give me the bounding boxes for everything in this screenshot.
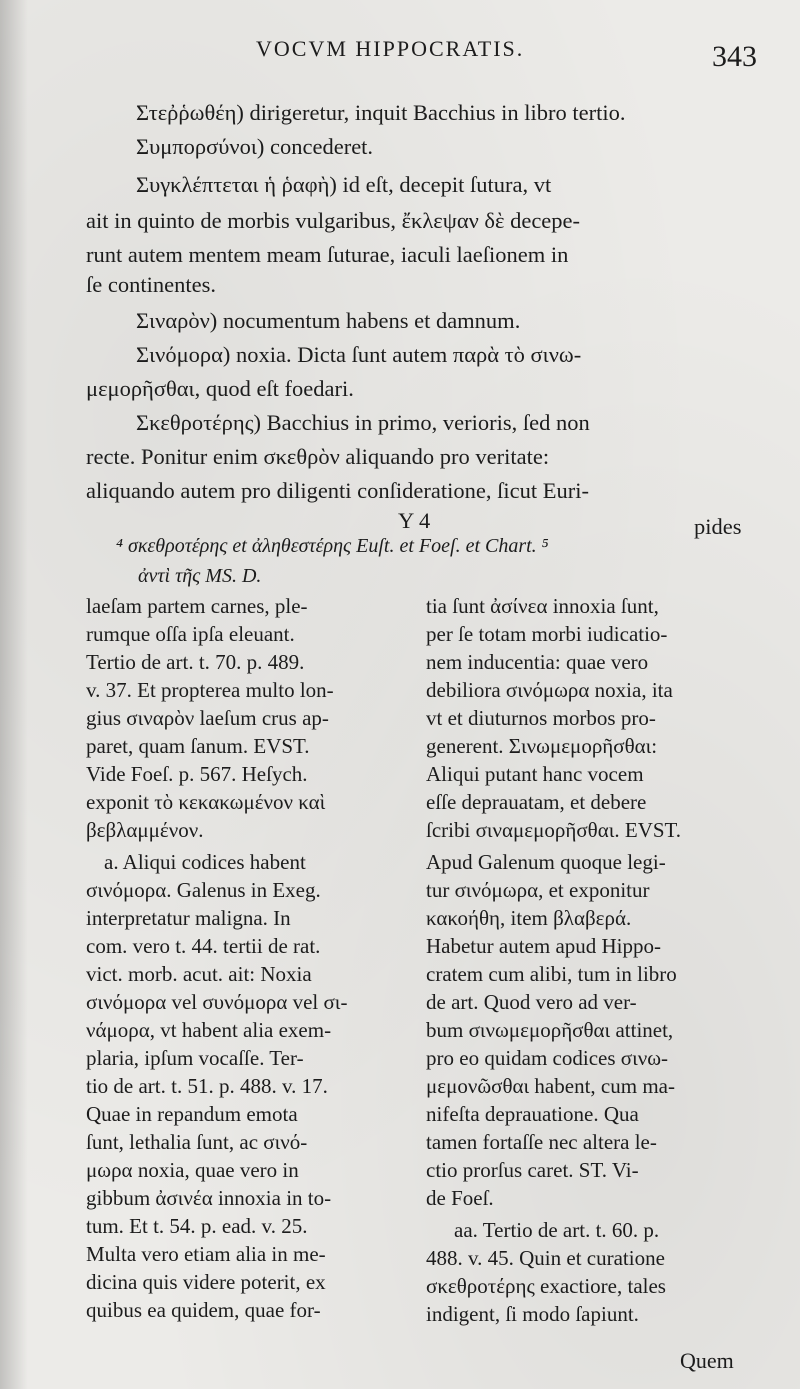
column-line: interpretatur maligna. In [86, 906, 291, 930]
column-line: σινόμορα vel συνόμορα vel σι- [86, 990, 348, 1014]
column-line: ſunt, lethalia ſunt, ac σινό- [86, 1130, 308, 1154]
page-number: 343 [712, 40, 757, 73]
running-head: VOCVM HIPPOCRATIS. [256, 36, 525, 61]
column-line: per ſe totam morbi iudicatio- [426, 622, 668, 646]
column-line: Habetur autem apud Hippo- [426, 934, 662, 958]
column-line: de art. Quod vero ad ver- [426, 990, 637, 1014]
text-line: aliquando autem pro diligenti conſideratione, ſicut Euri- [86, 478, 589, 503]
column-line: Aliqui putant hanc vocem [426, 762, 644, 786]
column-line: vt et diuturnos morbos pro- [426, 706, 656, 730]
column-line: tamen fortaſſe nec altera le- [426, 1130, 657, 1154]
column-line: Quae in repandum emota [86, 1102, 298, 1126]
column-line: plaria, ipſum vocaſſe. Ter- [86, 1046, 304, 1070]
text-line: Σινόμορα) noxia. Dicta ſunt autem παρὰ τὸ σινω- [136, 342, 582, 367]
column-line: ſcribi σιναμεμορῆσθαι. EVST. [426, 818, 682, 842]
column-line: Tertio de art. t. 70. p. 489. [86, 650, 305, 674]
column-line: de Foeſ. [426, 1186, 494, 1210]
text-line: μεμορῆσθαι, quod eſt foedari. [86, 376, 354, 401]
column-line: μωρα noxia, quae vero in [86, 1158, 299, 1182]
column-line: eſſe deprauatam, et debere [426, 790, 647, 814]
column-line: κακοήθη, item βλαβερά. [426, 906, 632, 930]
text-line: runt autem mentem meam ſuturae, iaculi laeſionem in [86, 242, 569, 267]
footnote-line: ἀντὶ τῆς MS. D. [138, 565, 262, 587]
column-line: laeſam partem carnes, ple- [86, 594, 308, 618]
page-gutter-shadow [0, 0, 28, 1389]
column-line: generent. Σινωμεμορῆσθαι: [426, 734, 658, 758]
column-line: indigent, ſi modo ſapiunt. [426, 1302, 639, 1326]
column-line: βεβλαμμένον. [86, 818, 204, 842]
column-line: rumque oſſa ipſa eleuant. [86, 622, 295, 646]
column-line: σκεθροτέρης exactiore, tales [426, 1274, 666, 1298]
column-line: Vide Foeſ. p. 567. Heſych. [86, 762, 308, 786]
column-line: cratem cum alibi, tum in libro [426, 962, 677, 986]
column-line: gius σιναρὸν laeſum crus ap- [86, 706, 329, 730]
text-line: Στεῤῥωθέη) dirigeretur, inquit Bacchius in libro tertio. [136, 100, 626, 125]
column-line: tio de art. t. 51. p. 488. v. 17. [86, 1074, 328, 1098]
text-line: ſe continentes. [86, 272, 216, 297]
text-line: Συμπορσύνοι) concederet. [136, 134, 374, 159]
column-line: gibbum ἀσινέα innoxia in to- [86, 1186, 332, 1210]
text-line: ait in quinto de morbis vulgaribus, ἔκλεψαν δὲ decepe- [86, 208, 581, 233]
column-line: bum σινωμεμορῆσθαι attinet, [426, 1018, 674, 1042]
column-line: tur σινόμωρα, et exponitur [426, 878, 650, 902]
column-line: aa. Tertio de art. t. 60. p. [454, 1218, 660, 1242]
footnote-line: ⁴ σκεθροτέρης et ἀληθεστέρης Euſt. et Foeſ. et Chart. ⁵ [116, 535, 549, 557]
column-line: v. 37. Et propterea multo lon- [86, 678, 334, 702]
column-line: 488. v. 45. Quin et curatione [426, 1246, 665, 1270]
column-line: νάμορα, vt habent alia exem- [86, 1018, 332, 1042]
column-line: quibus ea quidem, quae for- [86, 1298, 321, 1322]
column-line: paret, quam ſanum. EVST. [86, 734, 310, 758]
column-line: tum. Et t. 54. p. ead. v. 25. [86, 1214, 308, 1238]
text-line: Σιναρὸν) nocumentum habens et damnum. [136, 308, 521, 333]
catchword-bottom: Quem [680, 1348, 734, 1373]
column-line: Multa vero etiam alia in me- [86, 1242, 326, 1266]
column-line: pro eo quidam codices σινω- [426, 1046, 669, 1070]
text-line: recte. Ponitur enim σκεθρὸν aliquando pro veritate: [86, 444, 550, 469]
column-line: nem inducentia: quae vero [426, 650, 649, 674]
column-line: nifeſta deprauatione. Qua [426, 1102, 639, 1126]
column-line: exponit τὸ κεκακωμένον καὶ [86, 790, 326, 814]
text-line: Συγκλέπτεται ἡ ῥαφὴ) id eſt, decepit ſutura, vt [136, 172, 552, 197]
signature-mark: Y 4 [398, 508, 431, 533]
column-line: debiliora σινόμωρα noxia, ita [426, 678, 673, 702]
column-line: μεμονῶσθαι habent, cum ma- [426, 1074, 675, 1098]
catchword: pides [694, 514, 742, 539]
column-line: σινόμορα. Galenus in Exeg. [86, 878, 321, 902]
text-line: Σκεθροτέρης) Bacchius in primo, verioris, ſed non [136, 410, 590, 435]
column-line: Apud Galenum quoque legi- [426, 850, 666, 874]
column-line: a. Aliqui codices habent [104, 850, 306, 874]
column-line: vict. morb. acut. ait: Noxia [86, 962, 312, 986]
column-line: com. vero t. 44. tertii de rat. [86, 934, 321, 958]
column-line: ctio prorſus caret. ST. Vi- [426, 1158, 639, 1182]
column-line: dicina quis videre poterit, ex [86, 1270, 326, 1294]
column-line: tia ſunt ἀσίνεα innoxia ſunt, [426, 594, 659, 618]
